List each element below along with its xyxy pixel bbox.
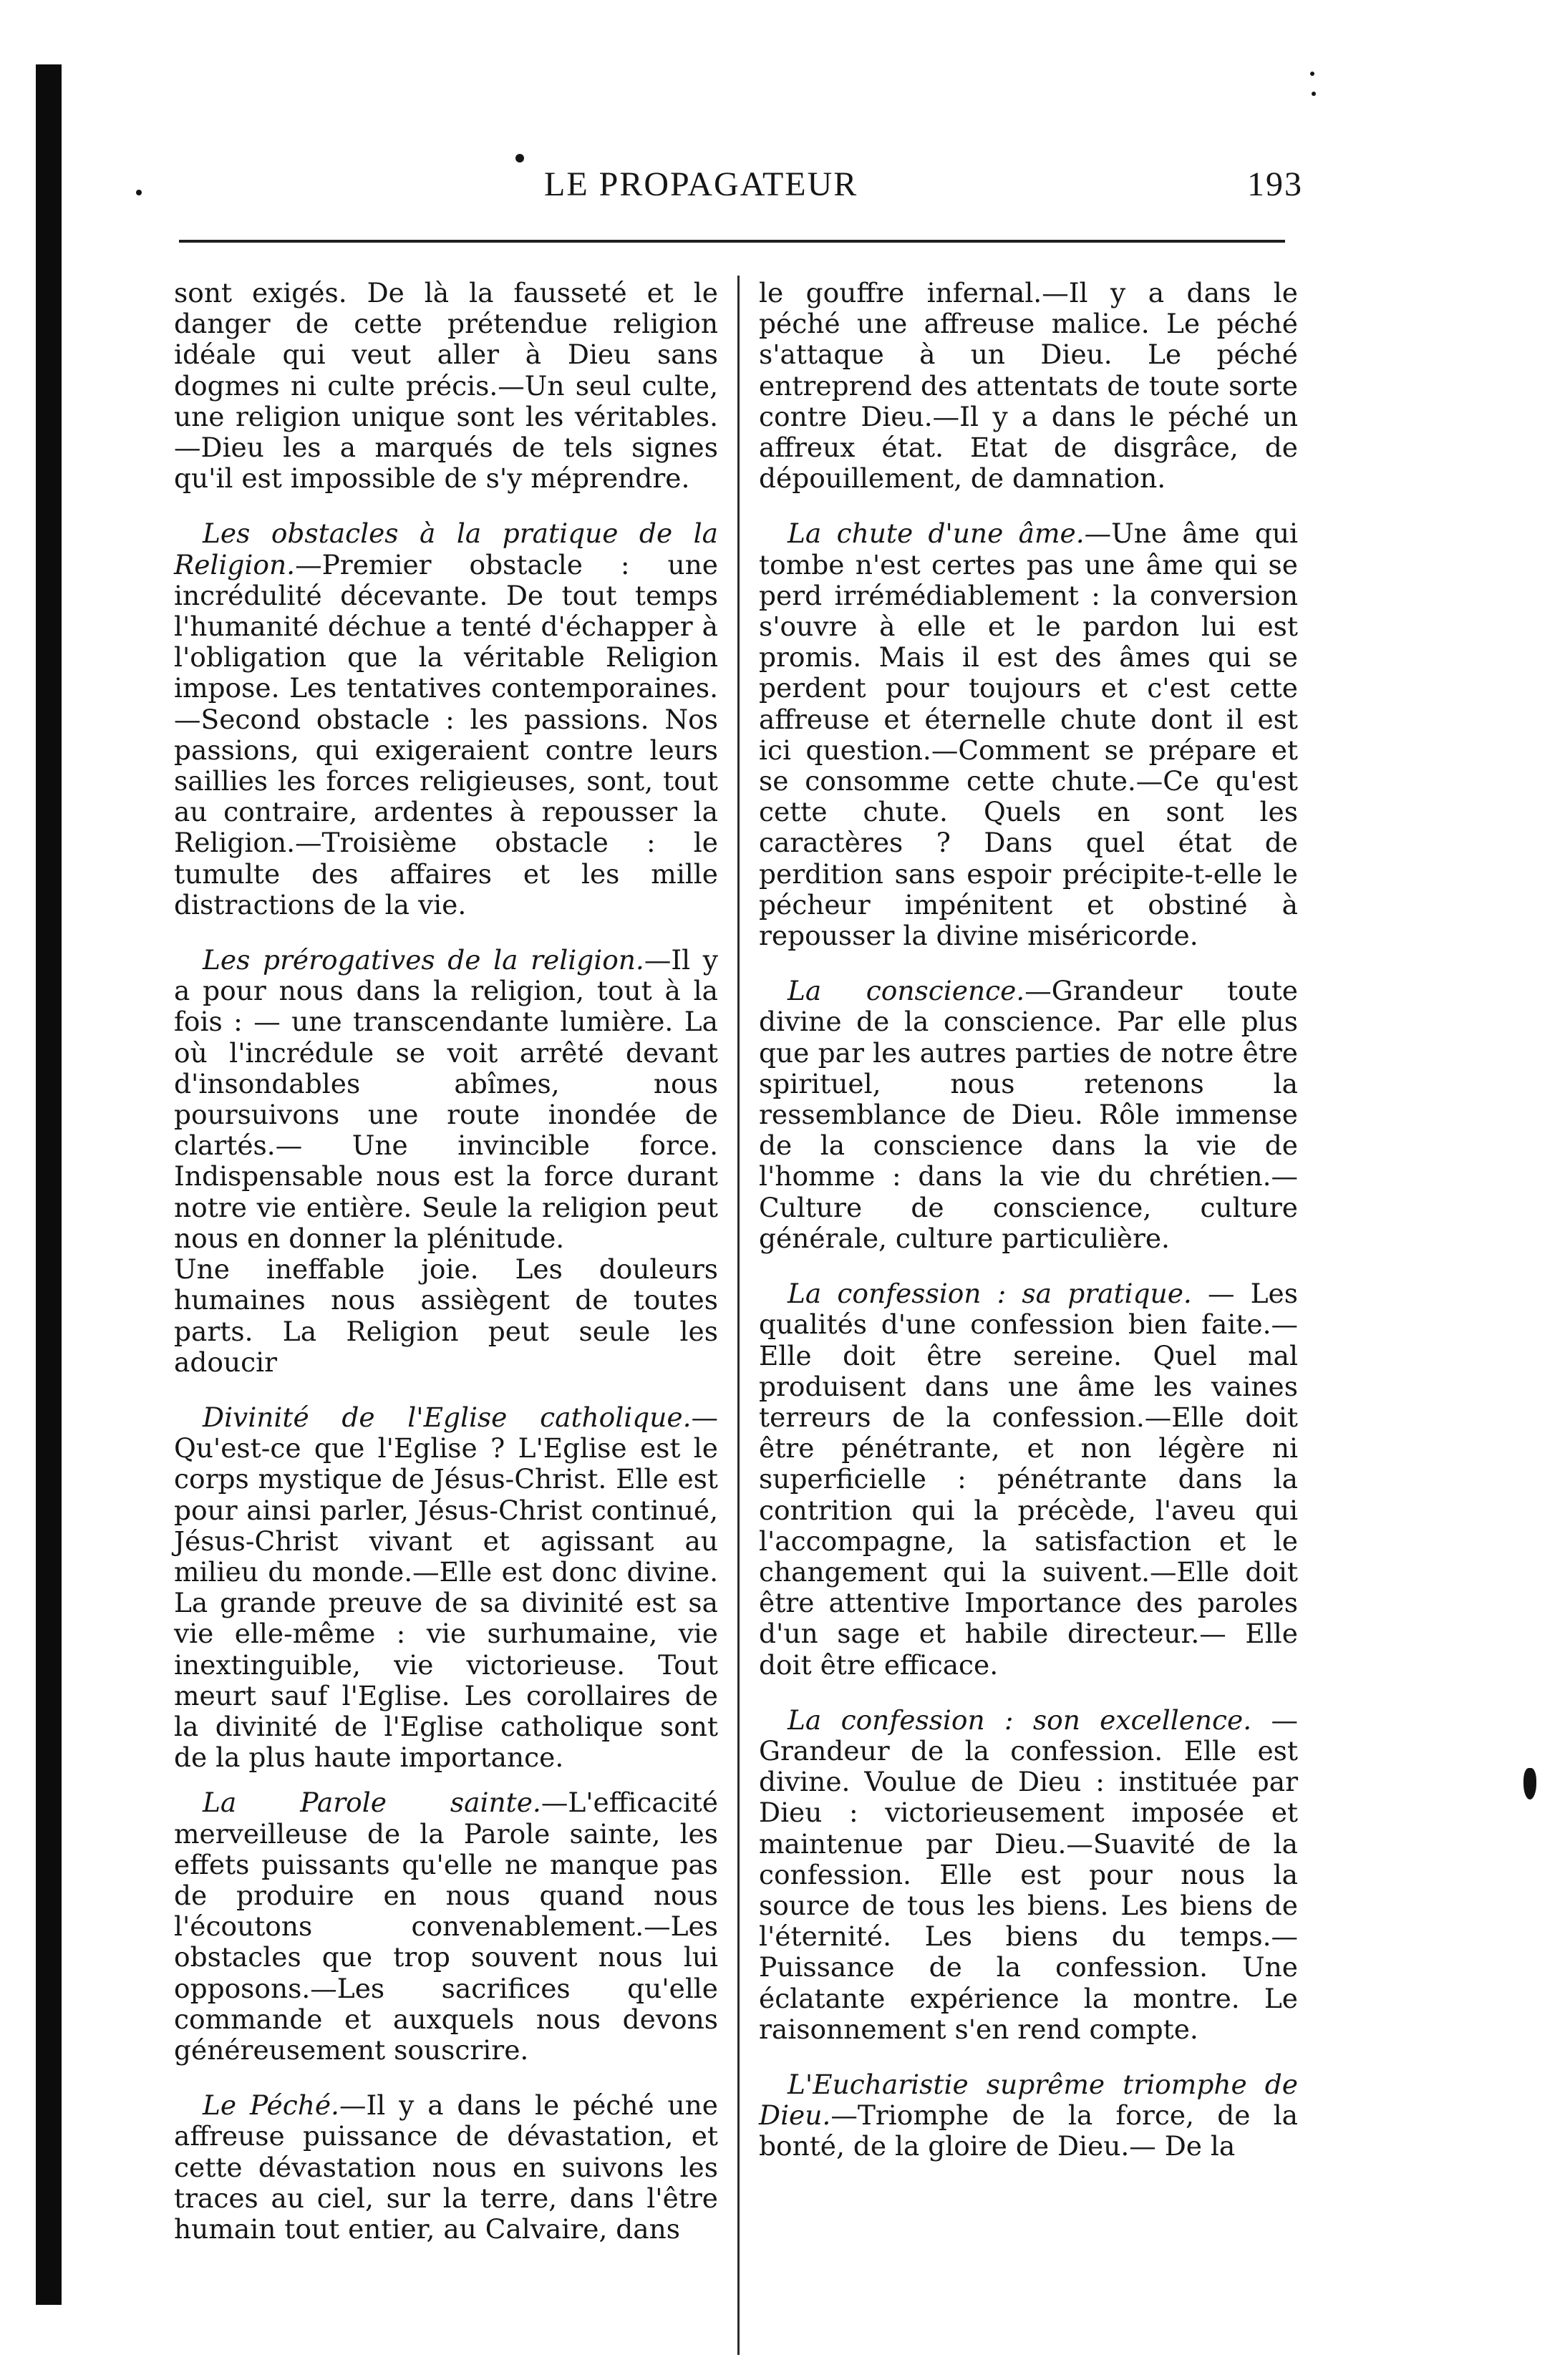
article-text: —Il y a pour nous dans la religion, tout à la fois : — une transcendante lumière. La où l'incrédule se voit arrêté devant d'insondables abîmes, nous poursuivons une route inondée de clartés.— Une invincible force. Indispensable nous est la force durant notre vie entière. Seule la religion peut nous en donner la plénitude. — [174, 944, 718, 1254]
article-paragraph — [174, 278, 718, 494]
article-paragraph — [759, 1705, 1298, 2045]
article-paragraph — [759, 1278, 1298, 1681]
article-heading: La confession : sa pratique. — [788, 1278, 1192, 1310]
article-heading: La Parole sainte. — [203, 1787, 541, 1819]
article-heading: Les prérogatives de la religion. — [203, 944, 644, 976]
article-heading: Divinité de l'Eglise catholique. — [203, 1401, 692, 1433]
article-heading: La chute d'une âme. — [788, 518, 1085, 550]
article-heading: Le Péché. — [203, 2089, 339, 2122]
article-text: sont exigés. De là la fausseté et le danger de cette prétendue religion idéale qui veut aller à Dieu sans dogmes ni culte précis.—Un seul culte, une religion unique sont les véritables.—Dieu les a marqués de tels signes qu'il est impossible de s'y méprendre. — [174, 277, 718, 495]
journal-title: LE PROPAGATEUR — [544, 165, 858, 203]
article-text: — Grandeur de la confession. Elle est divine. Voulue de Dieu : instituée par Dieu : victorieusement imposée et maintenue par Dieu.—Suavité de la confession. Elle est pour nous la source de tous les biens. Les biens de l'éternité. Les biens du temps.—Puissance de la confession. Une éclatante expérience la montre. Le raisonnement s'en rend compte. — [759, 1704, 1298, 2045]
right-column — [759, 278, 1298, 2162]
left-column — [174, 278, 718, 2245]
article-heading: La confession : son excellence. — [788, 1704, 1252, 1736]
article-paragraph — [174, 945, 718, 1254]
article-paragraph — [174, 2090, 718, 2245]
article-paragraph — [174, 1254, 718, 1378]
margin-speck — [136, 190, 142, 195]
header-dot — [515, 154, 524, 162]
article-text: —Grandeur toute divine de la conscience. Par elle plus que par les autres parties de notre être spirituel, nous retenons la ressemblance de Dieu. Rôle immense de la conscience dans la vie de l'homme : dans la vie du chrétien.—Culture de conscience, culture générale, culture particulière. — [759, 975, 1298, 1254]
page-number: 193 — [1247, 165, 1303, 203]
column-divider — [737, 276, 740, 2355]
article-paragraph — [174, 1787, 718, 2066]
running-header — [172, 157, 1303, 208]
article-text: —Premier obstacle : une incrédulité décevante. De tout temps l'humanité déchue a tenté d'échapper à l'obligation que la véritable Religion impose. Les tentatives contemporaines. —Second obstacle : les passions. Nos passions, qui exigeraient contre leurs saillies les forces religieuses, sont, tout au contraire, ardentes à repousser la Religion.—Troisième obstacle : le tumulte des affaires et les mille distractions de la vie. — [174, 548, 718, 921]
article-heading: La conscience. — [788, 975, 1025, 1007]
article-paragraph — [759, 278, 1298, 494]
article-heading: L'Eucharistie suprême triomphe de Dieu. — [759, 2068, 1298, 2132]
article-paragraph — [759, 976, 1298, 1254]
scan-edge-shadow — [36, 64, 62, 2305]
article-text: —Une âme qui tombe n'est certes pas une âme qui se perd irrémédiablement : la conversion s'ouvre à elle et le pardon lui est promis. Mais il est des âmes qui se perdent pour toujours et c'est cette affreuse et éternelle chute dont il est ici question.—Comment se prépare et se consomme cette chute.—Ce qu'est cette chute. Quels en sont les caractères ? Dans quel état de perdition sans espoir précipite-t-elle le pécheur impénitent et obstiné à repousser la divine miséricorde. — [759, 518, 1298, 952]
article-text: — Les qualités d'une confession bien faite.— Elle doit être sereine. Quel mal produisent dans une âme les vaines terreurs de la confession.—Elle doit être pénétrante, et non légère ni superficielle : pénétrante dans la contrition qui la précède, l'aveu qui l'accompagne, la satisfaction et le changement qui la suivent.—Elle doit être attentive Importance des paroles d'un sage et habile directeur.— Elle doit être efficace. — [759, 1278, 1298, 1681]
corner-speck — [1310, 72, 1314, 76]
article-text: —Il y a dans le péché une affreuse puissance de dévastation, et cette dévastation nous en suivons les traces au ciel, sur la terre, dans l'être humain tout entier, au Calvaire, dans — [174, 2089, 718, 2245]
article-paragraph — [174, 1402, 718, 1773]
article-paragraph — [759, 2069, 1298, 2162]
article-text: —Triomphe de la force, de la bonté, de la gloire de Dieu.— De la — [759, 2099, 1298, 2162]
header-rule — [179, 240, 1285, 243]
article-text: —L'efficacité merveilleuse de la Parole sainte, les effets puissants qu'elle ne manque pas de produire en nous quand nous l'écoutons convenablement.—Les obstacles que trop souvent nous lui opposons.—Les sacrifices qu'elle commande et auxquels nous devons généreusement souscrire. — [174, 1787, 718, 2066]
article-text: — Qu'est-ce que l'Eglise ? L'Eglise est le corps mystique de Jésus-Christ. Elle est pour ainsi parler, Jésus-Christ continué, Jésus-Christ vivant et agissant au milieu du monde.—Elle est donc divine. La grande preuve de sa divinité est sa vie elle-même : vie surhumaine, vie inextinguible, vie victorieuse. Tout meurt sauf l'Eglise. Les corollaires de la divinité de l'Eglise catholique sont de la plus haute importance. — [174, 1401, 718, 1774]
margin-mark — [1523, 1768, 1536, 1799]
article-text: le gouffre infernal.—Il y a dans le péché une affreuse malice. Le péché s'attaque à un Dieu. Le péché entreprend des attentats de toute sorte contre Dieu.—Il y a dans le péché un affreux état. Etat de disgrâce, de dépouillement, de damnation. — [759, 277, 1298, 495]
corner-speck — [1312, 92, 1316, 96]
article-heading: Les obstacles à la pratique de la Religion. — [174, 518, 718, 581]
article-paragraph — [174, 518, 718, 921]
article-paragraph — [759, 518, 1298, 951]
article-text: Une ineffable joie. Les douleurs humaines nous assiègent de toutes parts. La Religion peut seule les adoucir — [174, 1253, 718, 1378]
